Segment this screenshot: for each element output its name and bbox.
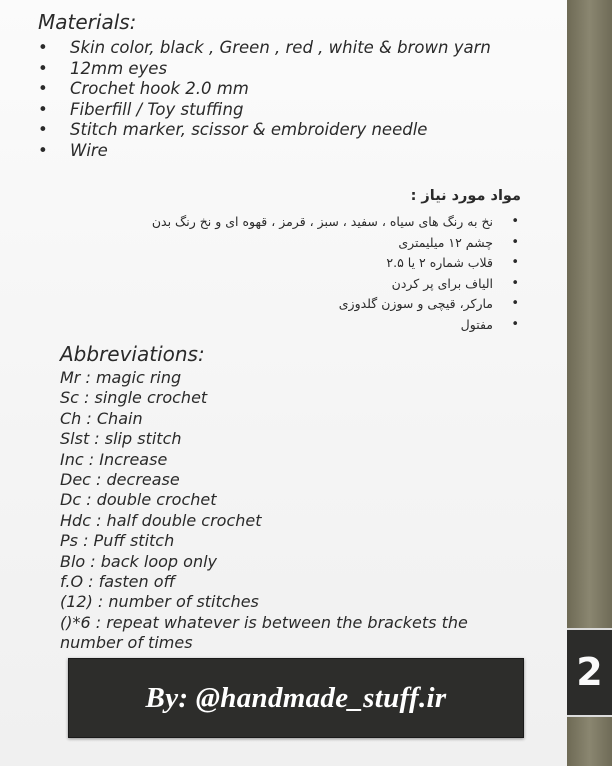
list-item: • مارکر، قیچی و سوزن گلدوزی xyxy=(41,294,521,315)
list-item: • Skin color, black , Green , red , white & brown yarn xyxy=(38,38,538,59)
list-item: Ps : Puff stitch xyxy=(60,531,175,551)
list-item: ()*6 : repeat whatever is between the brackets the number of times xyxy=(60,612,468,653)
abbreviations-heading: Abbreviations: xyxy=(60,342,205,366)
list-item: Sc : single crochet xyxy=(60,388,208,408)
list-item: Slst : slip stitch xyxy=(60,429,182,449)
list-item: Dc : double crochet xyxy=(60,490,217,510)
materials-list xyxy=(38,38,538,161)
list-item: Ch : Chain xyxy=(60,408,143,428)
credit-banner-text: By: @handmade_stuff.ir xyxy=(145,681,447,714)
list-item: • نخ به رنگ های سیاه ، سفید ، سبز ، قرمز ، قهوه ای و نخ رنگ بدن xyxy=(41,212,521,233)
list-item: • Wire xyxy=(38,141,538,162)
page-number: 2 xyxy=(567,628,612,717)
list-item: • قلاب شماره ۲ یا ۲.۵ xyxy=(41,253,521,274)
list-item: Dec : decrease xyxy=(60,470,180,490)
list-item: • Stitch marker, scissor & embroidery needle xyxy=(38,120,538,141)
list-item: (12) : number of stitches xyxy=(60,592,259,612)
list-item: • 12mm eyes xyxy=(38,59,538,80)
materials-fa-heading: مواد مورد نیاز : xyxy=(410,188,521,204)
list-item: • Crochet hook 2.0 mm xyxy=(38,79,538,100)
list-item: Hdc : half double crochet xyxy=(60,510,262,530)
list-item: • الیاف برای پر کردن xyxy=(41,274,521,295)
list-item: • Fiberfill / Toy stuffing xyxy=(38,100,538,121)
list-item: f.O : fasten off xyxy=(60,572,176,592)
list-item: Blo : back loop only xyxy=(60,551,217,571)
list-item: Inc : Increase xyxy=(60,449,168,469)
abbreviations-list xyxy=(60,368,520,654)
list-item: • مفتول xyxy=(41,315,521,336)
list-item: • چشم ۱۲ میلیمتری xyxy=(41,233,521,254)
credit-banner xyxy=(68,658,524,738)
materials-heading: Materials: xyxy=(38,10,137,34)
materials-fa-list xyxy=(41,212,521,335)
list-item: Mr : magic ring xyxy=(60,368,182,387)
